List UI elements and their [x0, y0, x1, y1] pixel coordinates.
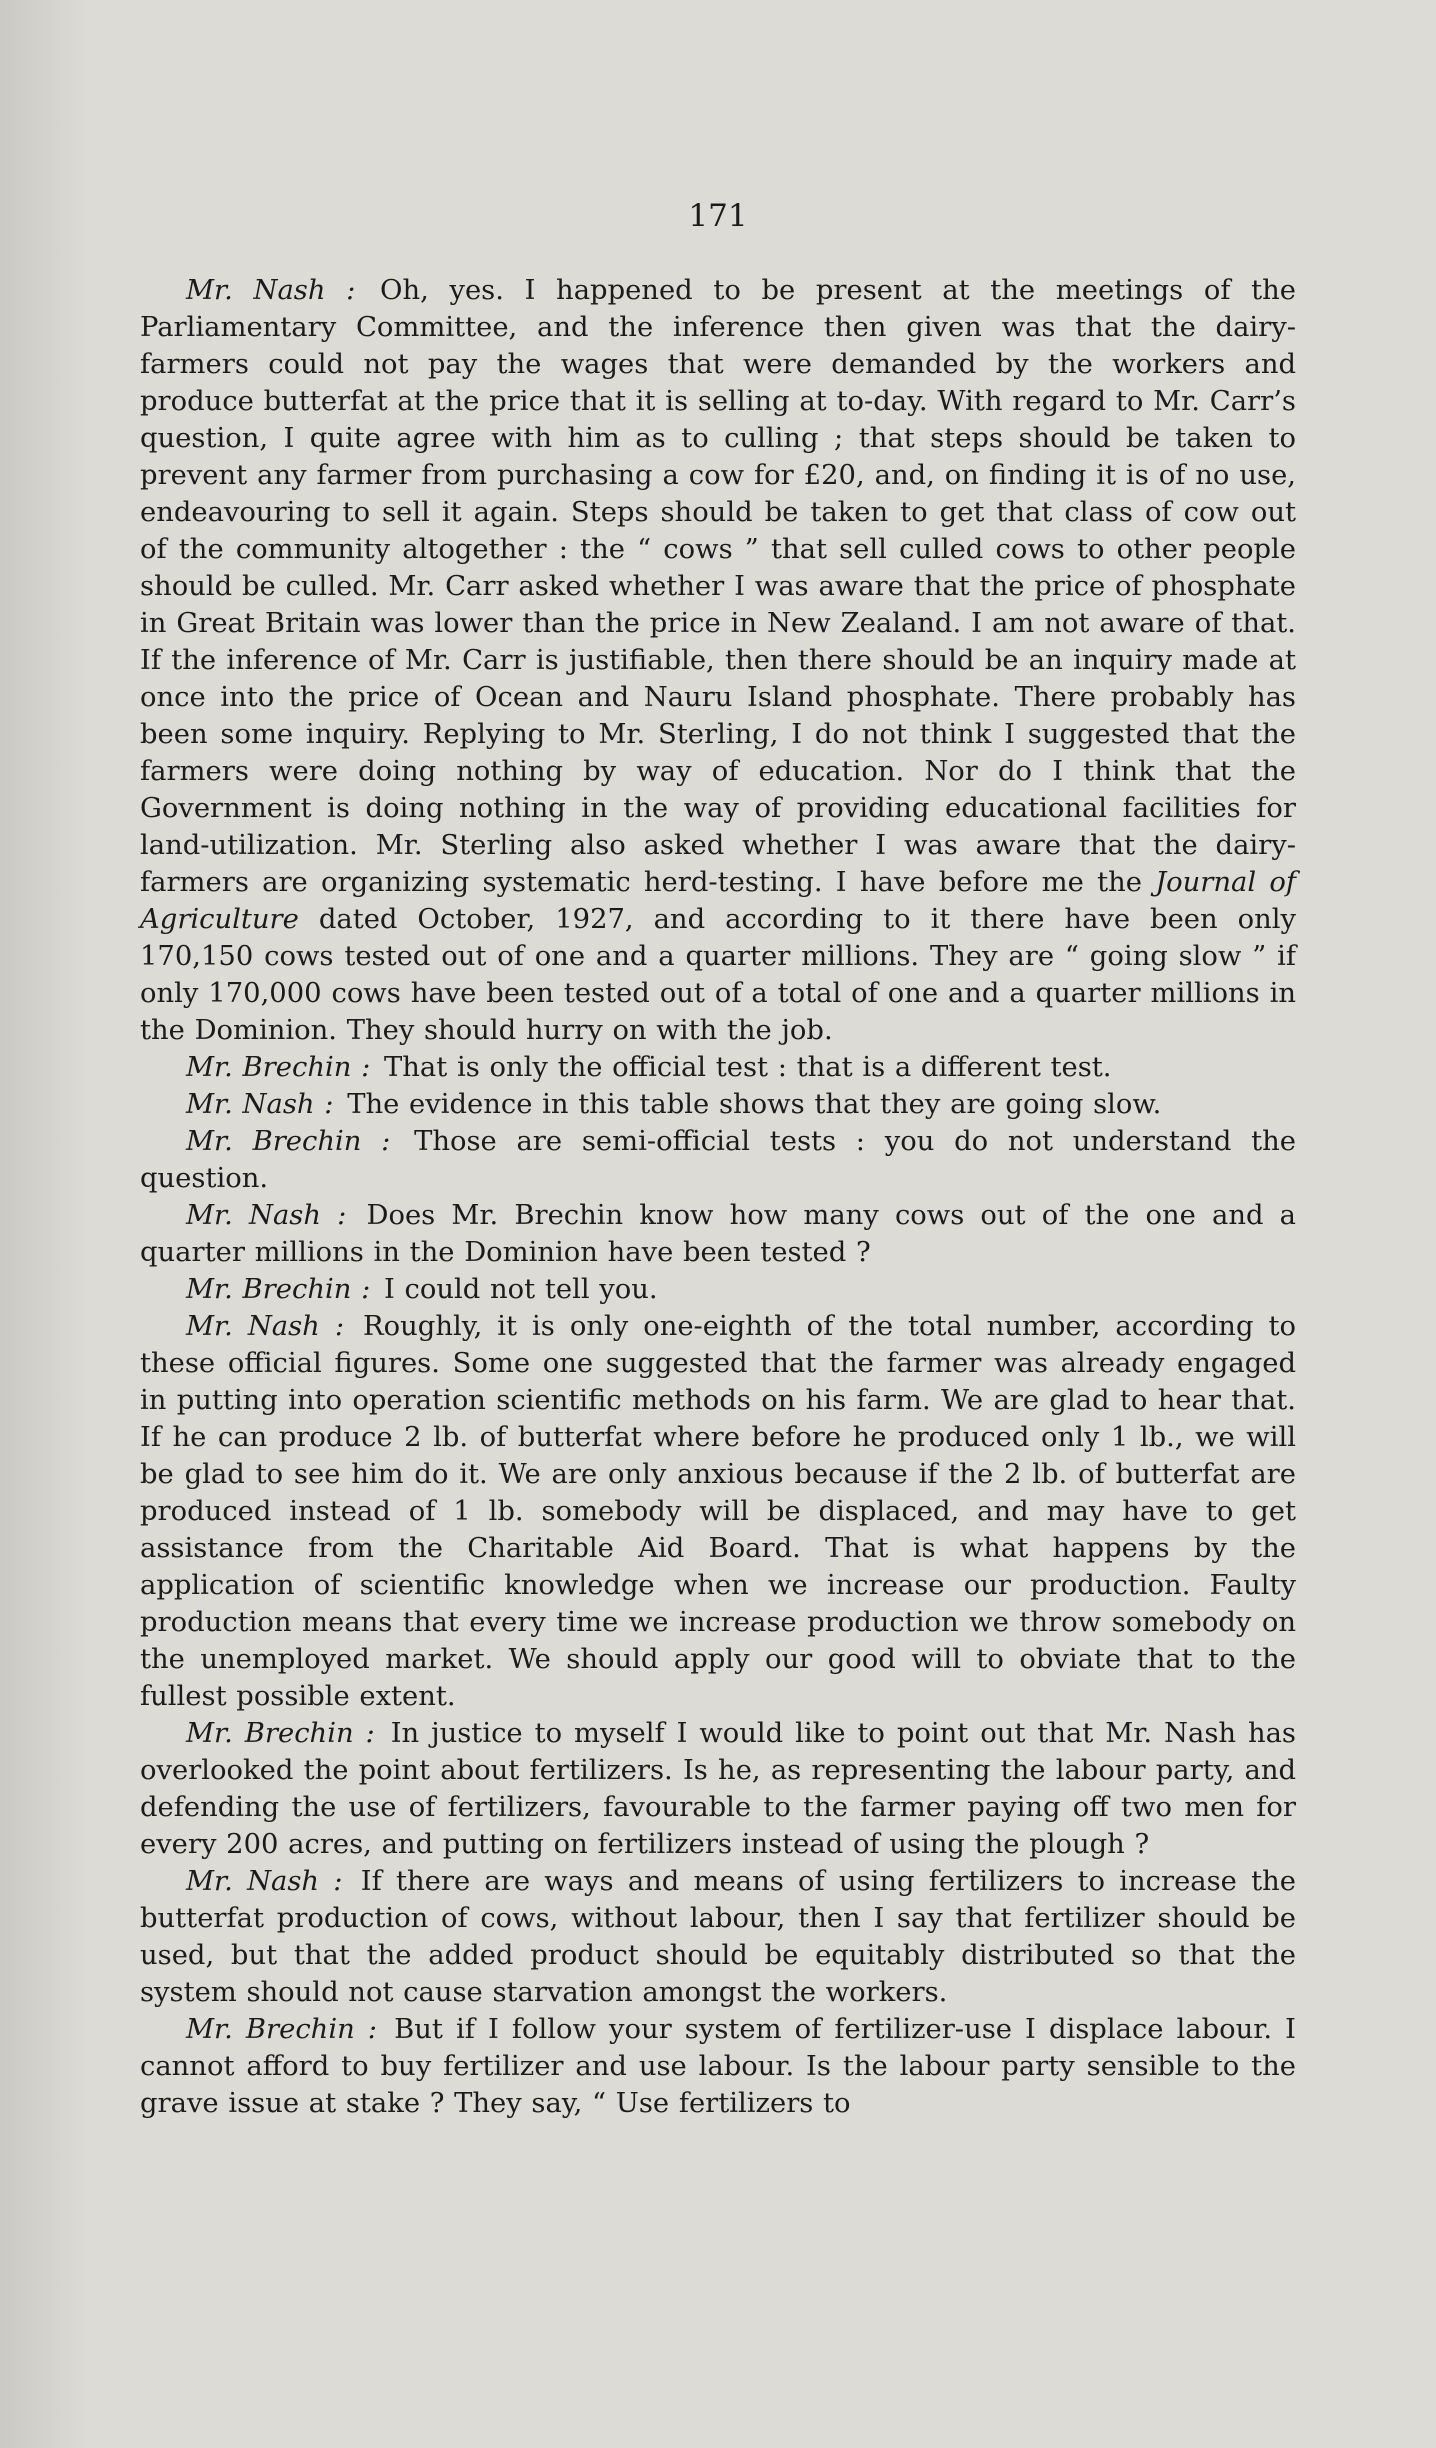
- speaker-label: Mr. Nash :: [186, 1311, 345, 1342]
- paragraph-6: [140, 1271, 1296, 1308]
- paragraph-text: In justice to myself I would like to point out that Mr. Nash has overlooked the point about fertilizers. Is he, as representing the labour party, and defending the use of fertilizers, favourable to the farmer paying off two men for every 200 acres, and putting on fertilizers instead of using the plough ?: [140, 1718, 1296, 1860]
- paragraph-8: [140, 1715, 1296, 1863]
- paragraph-text: That is only the official test : that is a different test.: [384, 1052, 1112, 1083]
- paragraph-9: [140, 1863, 1296, 2011]
- paragraph-text: Roughly, it is only one-eighth of the total number, according to these official figures. Some one suggested that the farmer was already engaged in putting into operation scientific methods on his farm. We are glad to hear that. If he can produce 2 lb. of butterfat where before he produced only 1 lb., we will be glad to see him do it. We are only anxious because if the 2 lb. of butterfat are produced instead of 1 lb. somebody will be displaced, and may have to get assistance from the Charitable Aid Board. That is what happens by the application of scientific knowledge when we increase our production. Faulty production means that every time we increase production we throw somebody on the unemployed market. We should apply our good will to obviate that to the fullest possible extent.: [140, 1311, 1296, 1712]
- speaker-label: Mr. Nash :: [186, 1200, 347, 1231]
- speaker-label: Mr. Brechin :: [186, 2014, 378, 2045]
- publication-title: Journal of Agriculture: [140, 867, 1296, 935]
- paragraph-5: [140, 1197, 1296, 1271]
- speaker-label: Mr. Nash :: [186, 275, 356, 306]
- page-number: 171: [688, 198, 748, 234]
- paragraph-text: Oh, yes. I happened to be present at the meetings of the Parliamentary Committee, and the inference then given was that the dairy-farmers could not pay the wages that were demanded by the workers and produce butterfat at the price that it is selling at to-day. With regard to Mr. Carr’s question, I quite agree with him as to culling ; that steps should be taken to prevent any farmer from purchasing a cow for £20, and, on finding it is of no use, endeavouring to sell it again. Steps should be taken to get that class of cow out of the community altogether : the “ cows ” that sell culled cows to other people should be culled. Mr. Carr asked whether I was aware that the price of phosphate in Great Britain was lower than the price in New Zealand. I am not aware of that. If the inference of Mr. Carr is justifiable, then there should be an inquiry made at once into the price of Ocean and Nauru Island phosphate. There probably has been some inquiry. Replying to Mr. Sterling, I do not think I suggested that the farmers were doing nothing by way of education. Nor do I think that the Government is doing nothing in the way of providing educational facilities for land-utilization. Mr. Sterling also asked whether I was aware that the dairy-farmers are organizing systematic herd-testing. I have before me the: [140, 275, 1296, 898]
- speaker-label: Mr. Nash :: [186, 1089, 334, 1120]
- paragraph-text: If there are ways and means of using fertilizers to increase the butterfat production of cows, without labour, then I say that fertilizer should be used, but that the added product should be equitably distributed so that the system should not cause starvation amongst the workers.: [140, 1866, 1296, 2008]
- speaker-label: Mr. Brechin :: [186, 1126, 391, 1157]
- paragraph-text: Does Mr. Brechin know how many cows out of the one and a quarter millions in the Dominion have been tested ?: [140, 1200, 1296, 1268]
- speaker-label: Mr. Nash :: [186, 1866, 343, 1897]
- paragraph-7: [140, 1308, 1296, 1715]
- transcript-body: [140, 272, 1296, 2122]
- paragraph-text: Those are semi-official tests : you do not understand the question.: [140, 1126, 1296, 1194]
- speaker-label: Mr. Brechin :: [186, 1052, 371, 1083]
- speaker-label: Mr. Brechin :: [186, 1718, 375, 1749]
- paragraph-text: But if I follow your system of fertilizer-use I displace labour. I cannot afford to buy fertilizer and use labour. Is the labour party sensible to the grave issue at stake ? They say, “ Use fertilizers to: [140, 2014, 1296, 2119]
- paragraph-2: [140, 1049, 1296, 1086]
- page-edge-shadow: [0, 0, 90, 2448]
- speaker-label: Mr. Brechin :: [186, 1274, 371, 1305]
- paragraph-10: [140, 2011, 1296, 2122]
- paragraph-1: [140, 272, 1296, 1049]
- paragraph-4: [140, 1123, 1296, 1197]
- paragraph-text: The evidence in this table shows that they are going slow.: [347, 1089, 1162, 1120]
- paragraph-text: I could not tell you.: [384, 1274, 658, 1305]
- paragraph-3: [140, 1086, 1296, 1123]
- paragraph-text-continued: dated October, 1927, and according to it there have been only 170,150 cows tested out of one and a quarter millions. They are “ going slow ” if only 170,000 cows have been tested out of a total of one and a quarter millions in the Dominion. They should hurry on with the job.: [140, 904, 1296, 1046]
